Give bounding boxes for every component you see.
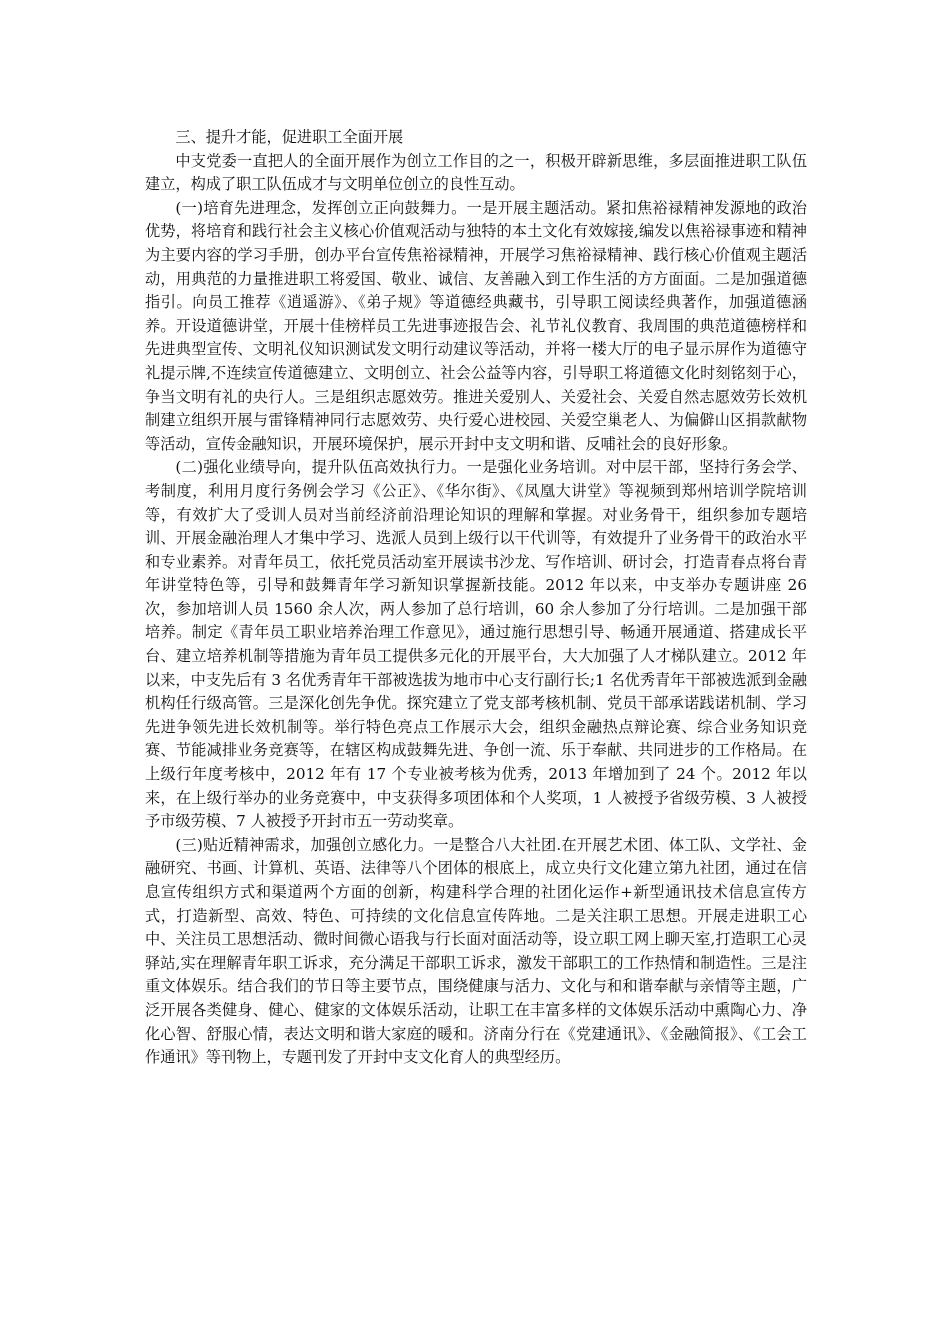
paragraph-section-3: (三)贴近精神需求，加强创立感化力。一是整合八大社团.在开展艺术团、体工队、文学社、金融研究、书画、计算机、英语、法律等八个团体的根底上，成立央行文化建立第九社团，通过在信息宣传组织方式和渠道两个方面的创新，构建科学合理的社团化运作+新型通讯技术信息宣传方式，打造新型、高效、特色、可持续的文化信息宣传阵地。二是关注职工思想。开展走进职工心中、关注员工思想活动、微时间微心语我与行长面对面活动等，设立职工网上聊天室,打造职工心灵驿站,实在理解青年职工诉求，充分满足干部职工诉求，激发干部职工的工作热情和制造性。三是注重文体娱乐。结合我们的节日等主要节点，围绕健康与活力、文化与和和谐奉献与亲情等主题，广泛开展各类健身、健心、健家的文体娱乐活动，让职工在丰富多样的文体娱乐活动中熏陶心力、净化心智、舒服心情，表达文明和谐大家庭的暖和。济南分行在《党建通讯》、《金融简报》、《工会工作通讯》等刊物上，专题刊发了开封中支文化育人的典型经历。 — [145, 835, 807, 1067]
paragraph-section-2: (二)强化业绩导向，提升队伍高效执行力。一是强化业务培训。对中层干部，坚持行务会学、考制度，利用月度行务例会学习《公正》、《华尔街》、《凤凰大讲堂》等视频到郑州培训学院培训等，有效扩大了受训人员对当前经济前沿理论知识的理解和掌握。对业务骨干，组织参加专题培训、开展金融治理人才集中学习、选派人员到上级行以干代训等，有效提升了业务骨干的政治水平和专业素养。对青年员工，依托党员活动室开展读书沙龙、写作培训、研讨会，打造青春点将台青年讲堂特色等，引导和鼓舞青年学习新知识掌握新技能。2012 年以来，中支举办专题讲座 26 次，参加培训人员 1560 余人次，两人参加了总行培训，60 余人参加了分行培训。二是加强干部培养。制定《青年员工职业培养治理工作意见》，通过施行思想引导、畅通开展通道、搭建成长平台、建立培养机制等措施为青年员工提供多元化的开展平台，大大加强了人才梯队建立。2012 年以来，中支先后有 3 名优秀青年干部被选拔为地市中心支行副行长;1 名优秀青年干部被选派到金融机构任行级高管。三是深化创先争优。探究建立了党支部考核机制、党员干部承诺践诺机制、学习先进争领先进长效机制等。举行特色亮点工作展示大会，组织金融热点辩论赛、综合业务知识竞赛、节能减排业务竞赛等，在辖区构成鼓舞先进、争创一流、乐于奉献、共同进步的工作格局。在上级行年度考核中，2012 年有 17 个专业被考核为优秀，2013 年增加到了 24 个。2012 年以来，在上级行举办的业务竞赛中，中支获得多项团体和个人奖项，1 人被授予省级劳模、3 人被授予市级劳模、7 人被授予开封市五一劳动奖章。 — [145, 458, 807, 831]
section-heading: 三、提升才能，促进职工全面开展 — [175, 128, 404, 146]
paragraph-intro: 中支党委一直把人的全面开展作为创立工作目的之一，积极开辟新思维，多层面推进职工队伍建立，构成了职工队伍成才与文明单位创立的良性互动。 — [145, 151, 807, 194]
paragraph-section-1: (一)培育先进理念，发挥创立正向鼓舞力。一是开展主题活动。紧扣焦裕禄精神发源地的政治优势，将培育和践行社会主义核心价值观活动与独特的本土文化有效嫁接,编发以焦裕禄事迹和精神为主要内容的学习手册，创办平台宣传焦裕禄精神，开展学习焦裕禄精神、践行核心价值观主题活动，用典范的力量推进职工将爱国、敬业、诚信、友善融入到工作生活的方方面面。二是加强道德指引。向员工推荐《逍遥游》、《弟子规》等道德经典藏书，引导职工阅读经典著作，加强道德涵养。开设道德讲堂，开展十佳榜样员工先进事迹报告会、礼节礼仪教育、我周围的典范道德榜样和先进典型宣传、文明礼仪知识测试发文明行动建议等活动，并将一楼大厅的电子显示屏作为道德守礼提示牌,不连续宣传道德建立、文明创立、社会公益等内容，引导职工将道德文化时刻铭刻于心，争当文明有礼的央行人。三是组织志愿效劳。推进关爱别人、关爱社会、关爱自然志愿效劳长效机制建立组织开展与雷锋精神同行志愿效劳、央行爱心进校园、关爱空巢老人、为偏僻山区捐款献物等活动，宣传金融知识，开展环境保护，展示开封中支文明和谐、反哺社会的良好形象。 — [145, 198, 807, 453]
document-body — [145, 126, 807, 1070]
